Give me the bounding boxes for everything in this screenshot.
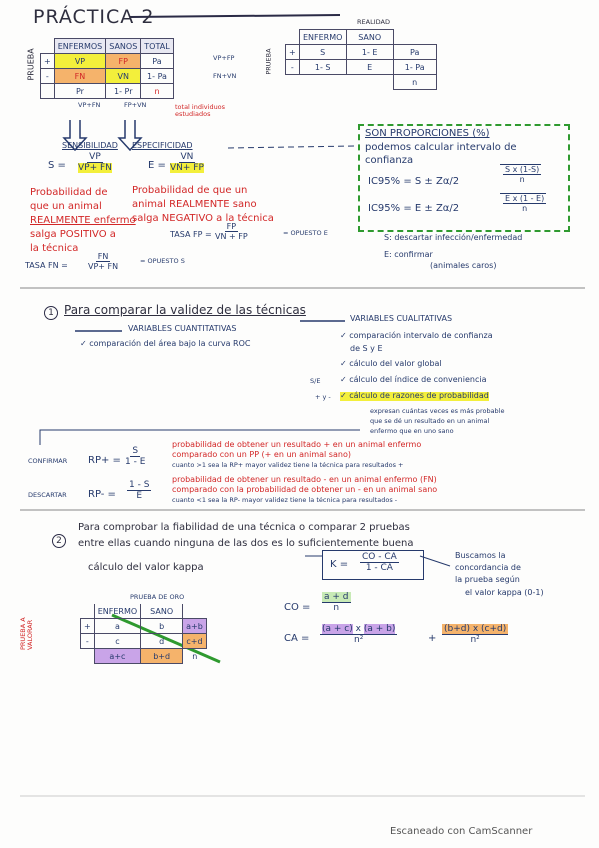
kappa-formula: [360, 552, 399, 573]
cell-pa: Pa: [141, 54, 173, 69]
qual-item: de S y E: [350, 344, 383, 353]
cell-pr: Pr: [54, 84, 106, 99]
cell-pa-2: Pa: [393, 45, 436, 60]
cell-n-2: n: [393, 75, 436, 90]
sens-desc: [30, 186, 136, 256]
rp-neg-lhs: RP- =: [88, 489, 116, 500]
rp-neg-note: cuanto <1 sea la RP- mayor validez tiene la técnica para resultados -: [172, 496, 398, 504]
quant-label: VARIABLES CUANTITATIVAS: [128, 324, 237, 333]
sens-formula: [78, 152, 112, 173]
grid-a: a: [94, 619, 140, 634]
cell-n: n: [141, 84, 173, 99]
gold-label: PRUEBA DE ORO: [130, 593, 185, 601]
ic-s: IC95% = S ± Zα/2: [368, 176, 460, 187]
rp-neg-tag: DESCARTAR: [28, 491, 67, 499]
ic-e: IC95% = E ± Zα/2: [368, 203, 460, 214]
cell-1-s: 1- S: [299, 60, 346, 75]
ca-t1b: (a + b): [363, 624, 396, 634]
cell-fp: FP: [106, 54, 141, 69]
rp-pos-tag: CONFIRMAR: [28, 457, 68, 465]
spec-desc-line: salga NEGATIVO a la técnica: [132, 213, 274, 224]
ca-den2: n²: [470, 635, 480, 645]
express-line: que se dé un resultado en un animal: [370, 417, 490, 425]
rp-pos-note: cuanto >1 sea la RP+ mayor validez tiene la técnica para resultados +: [172, 461, 404, 469]
ca-lhs: CA =: [284, 633, 310, 644]
col-enfermos: ENFERMOS: [54, 39, 106, 54]
rp-pos-formula: [125, 446, 145, 467]
tasa-fp-den: VN + FP: [215, 232, 248, 241]
express-line: expresan cuántas veces es más probable: [370, 407, 505, 415]
sens-den: VP+ FN: [78, 163, 112, 173]
co-den: n: [333, 603, 340, 613]
tasa-fn-num: FN: [97, 252, 109, 261]
tasa-fn-formula: [88, 252, 118, 271]
row-blank: [41, 84, 55, 99]
spec-num: VN: [180, 152, 194, 162]
ic-s-num: S x (1-S): [505, 165, 540, 174]
kappa-lhs: K =: [330, 559, 349, 570]
row2-sign-neg: -: [286, 60, 300, 75]
proportions-line: podemos calcular intervalo de: [365, 142, 517, 153]
spec-lhs: E =: [148, 160, 166, 171]
note-e: E: confirmar: [384, 250, 433, 259]
ca-den1: n²: [354, 635, 364, 645]
ic-s-root: [500, 164, 541, 184]
qual-label: VARIABLES CUALITATIVAS: [350, 314, 453, 323]
sens-num: VP: [89, 152, 101, 162]
rp-neg-formula: [127, 480, 151, 501]
cell-1-e: 1- E: [346, 45, 393, 60]
kappa-grid: [80, 604, 207, 664]
page-title: PRÁCTICA 2: [33, 6, 155, 28]
rp-neg-red: probabilidad de obtener un resultado - en un animal enfermo (FN): [172, 475, 437, 484]
kappa-desc: la prueba según: [455, 575, 520, 584]
note-caros: (animales caros): [430, 261, 497, 270]
kappa-num: CO - CA: [362, 552, 397, 562]
cell-1-pa-2: 1- Pa: [393, 60, 436, 75]
col-sanos: SANOS: [106, 39, 141, 54]
col-sano: SANO: [346, 30, 393, 45]
grid-col-sano: SANO: [141, 604, 183, 619]
prueba-label-2: PRUEBA: [264, 48, 273, 75]
contingency-table-1: [40, 38, 174, 99]
cell-s: S: [299, 45, 346, 60]
grid-b: b: [141, 619, 183, 634]
grid-col-enfermo: ENFERMO: [94, 604, 140, 619]
grid-n: n: [192, 651, 198, 661]
co-num: a + d: [324, 592, 349, 602]
kappa-desc: concordancia de: [455, 563, 521, 572]
scanner-watermark: Escaneado con CamScanner: [390, 826, 533, 837]
bottom-vp-fn: VP+FN: [78, 101, 101, 109]
proportions-line: confianza: [365, 155, 414, 166]
grid-c-d: c+d: [183, 634, 207, 649]
sens-desc-line: REALMENTE enfermo: [30, 215, 136, 226]
note-s: S: descartar infección/enfermedad: [384, 233, 523, 242]
sensibilidad-label: SENSIBILIDAD: [62, 141, 118, 150]
kappa-desc: Buscamos la: [455, 551, 506, 560]
cell-1-pr: 1- Pr: [106, 84, 141, 99]
row-sign-neg: -: [41, 69, 55, 84]
qual-item-highlight: ✓ cálculo de razones de probabilidad: [340, 391, 489, 400]
tasa-fn-note: = OPUESTO S: [140, 257, 185, 265]
cell-vp: VP: [54, 54, 106, 69]
cell-e: E: [346, 60, 393, 75]
grid-blank: [81, 649, 95, 664]
col-total: TOTAL: [141, 39, 173, 54]
contingency-table-2: [285, 29, 437, 90]
qual-item: ✓ cálculo del índice de conveniencia: [340, 375, 487, 384]
rp-neg-red: comparado con la probabilidad de obtener un - en un animal sano: [172, 485, 438, 494]
co-formula: [322, 592, 351, 613]
especificidad-label: ESPECIFICIDAD: [132, 141, 193, 150]
grid-a-c: a+c: [94, 649, 140, 664]
plus-sign: +: [428, 633, 437, 644]
rp-pos-red: comparado con un PP (+ en un animal sano): [172, 450, 351, 459]
kappa-den: 1 - CA: [365, 563, 393, 573]
ic-s-den: n: [519, 175, 525, 184]
sens-desc-line: Probabilidad de: [30, 187, 108, 198]
ic-e-den: n: [522, 204, 528, 213]
spec-desc-line: animal REALMENTE sano: [132, 199, 257, 210]
cell-fn: FN: [54, 69, 106, 84]
spec-formula: [170, 152, 204, 173]
ca-term2: [442, 624, 508, 645]
row2-blank-a: [286, 75, 300, 90]
co-lhs: CO =: [284, 602, 311, 613]
proportions-title: SON PROPORCIONES (%): [365, 128, 490, 139]
valorar-label: PRUEBA A VALORAR: [19, 617, 35, 650]
row-sign-pos: +: [41, 54, 55, 69]
quant-item: ✓ comparación del área bajo la curva ROC: [80, 339, 251, 348]
col-enfermo: ENFERMO: [299, 30, 346, 45]
rp-neg-num: 1 - S: [129, 480, 150, 490]
section-1-heading: Para comparar la validez de las técnicas: [64, 303, 306, 317]
grid-sign-neg: -: [81, 634, 95, 649]
section-2-line: entre ellas cuando ninguna de las dos es lo suficientemente buena: [78, 538, 414, 549]
cell-vn: VN: [106, 69, 141, 84]
sens-desc-line: salga POSITIVO a: [30, 229, 116, 240]
section-2-number: 2: [52, 534, 66, 548]
bottom-fp-vn: FP+VN: [124, 101, 147, 109]
grid-c: c: [94, 634, 140, 649]
row2-blank-b: [299, 75, 346, 90]
sens-desc-line: que un animal: [30, 201, 102, 212]
rp-pos-red: probabilidad de obtener un resultado + en un animal enfermo: [172, 440, 422, 449]
tasa-fp-note: = OPUESTO E: [283, 229, 328, 237]
ca-t2: (b+d) x (c+d): [444, 624, 507, 634]
ca-term1-num: [320, 624, 397, 635]
ca-term1: [320, 624, 397, 645]
kappa-desc: el valor kappa (0-1): [465, 588, 544, 597]
sens-desc-line: la técnica: [30, 243, 79, 254]
qual-item: ✓ cálculo del valor global: [340, 359, 442, 368]
tasa-fn-den: VP+ FN: [88, 262, 119, 271]
rp-neg-den: E: [136, 491, 143, 501]
tasa-fp-lhs: TASA FP =: [170, 230, 212, 239]
ic-e-num: E x (1 - E): [505, 194, 545, 203]
total-note: total individuos estudiados: [175, 103, 226, 119]
kappa-label: cálculo del valor kappa: [88, 562, 204, 573]
section-1-number: 1: [44, 306, 58, 320]
prueba-label-1: PRUEBA: [26, 48, 36, 81]
qual-item: ✓ comparación intervalo de confianza: [340, 331, 493, 340]
grid-sign-pos: +: [81, 619, 95, 634]
row2-blank-c: [346, 75, 393, 90]
spec-desc: [132, 184, 274, 226]
rp-pos-lhs: RP+ =: [88, 455, 121, 466]
tasa-fp-num: FP: [226, 222, 237, 231]
ca-t1a: (a + c): [322, 624, 353, 634]
ic-e-root: [500, 193, 546, 213]
spec-den: VN+ FP: [170, 163, 204, 173]
tasa-fp-formula: [215, 222, 248, 241]
side-vp-fp: VP+FP: [213, 54, 235, 62]
times-sign: x: [355, 624, 361, 634]
section-2-line: Para comprobar la fiabilidad de una técnica o comparar 2 pruebas: [78, 522, 410, 533]
rp-pos-num: S: [132, 446, 139, 456]
side-mark: S/E: [310, 377, 321, 385]
side-fn-vn: FN+VN: [213, 72, 237, 80]
cell-1-pa: 1- Pa: [141, 69, 173, 84]
realidad-label: REALIDAD: [357, 18, 390, 26]
row2-sign-pos: +: [286, 45, 300, 60]
express-line: enfermo que en uno sano: [370, 427, 454, 435]
grid-a-b: a+b: [183, 619, 207, 634]
grid-d: d: [141, 634, 183, 649]
rp-pos-den: 1 - E: [125, 457, 146, 467]
side-mark: + y -: [315, 393, 331, 401]
grid-b-d: b+d: [141, 649, 183, 664]
spec-desc-line: Probabilidad de que un: [132, 185, 248, 196]
sens-lhs: S =: [48, 160, 66, 171]
tasa-fn-lhs: TASA FN =: [25, 261, 68, 270]
